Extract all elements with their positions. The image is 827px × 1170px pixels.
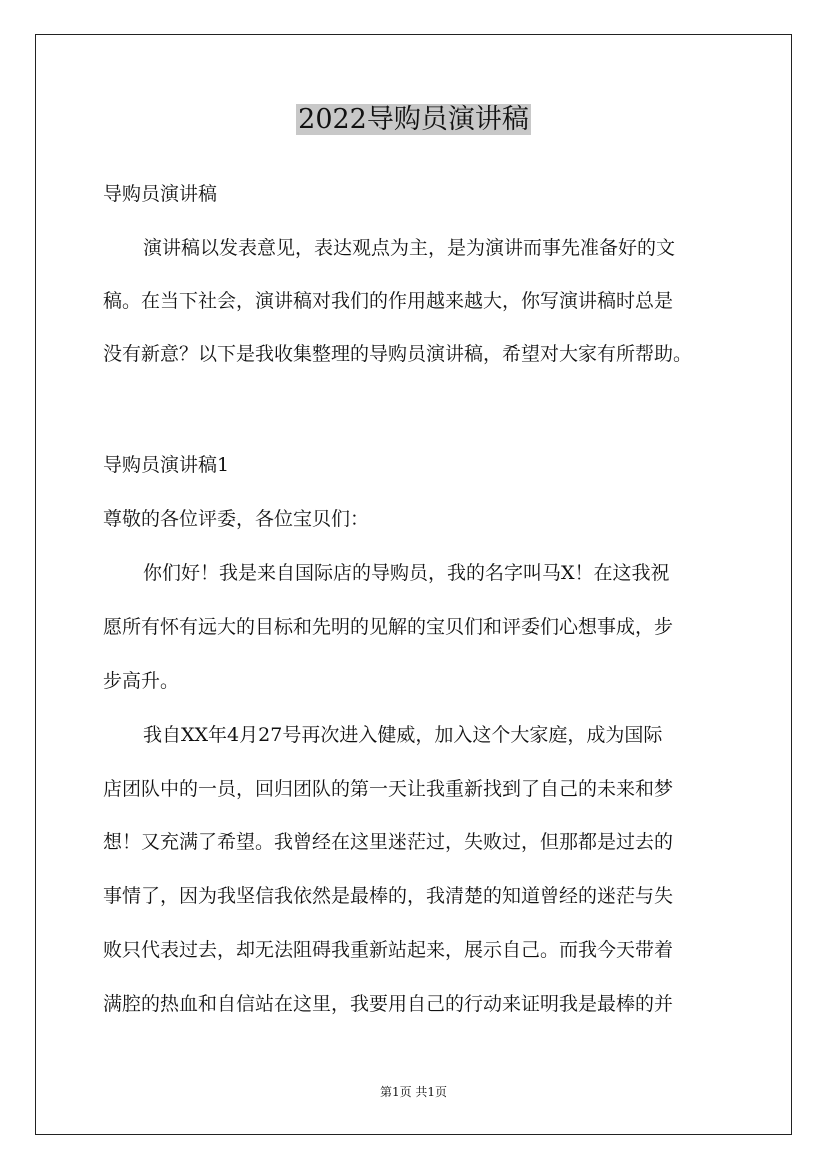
paragraph-line: 愿所有怀有远大的目标和先明的见解的宝贝们和评委们心想事成，步 (103, 616, 674, 638)
page-footer: 第1页 共1页 (379, 1085, 448, 1099)
paragraph-line: 事情了，因为我坚信我依然是最棒的，我清楚的知道曾经的迷茫与失 (103, 885, 674, 907)
paragraph-line: 店团队中的一员，回归团队的第一天让我重新找到了自己的未来和梦 (103, 778, 674, 800)
paragraph-line: 我自XX年4月27号再次进入健威，加入这个大家庭，成为国际 (143, 724, 663, 746)
intro-line: 没有新意？以下是我收集整理的导购员演讲稿，希望对大家有所帮助。 (103, 343, 693, 365)
section-heading: 导购员演讲稿1 (103, 454, 230, 476)
paragraph-line: 步高升。 (103, 670, 180, 692)
subtitle: 导购员演讲稿 (103, 183, 218, 205)
document-title-text: 2022导购员演讲稿 (298, 104, 529, 135)
salutation: 尊敬的各位评委，各位宝贝们： (103, 508, 370, 530)
paragraph-line: 你们好！我是来自国际店的导购员，我的名字叫马X！在这我祝 (143, 562, 670, 584)
intro-line: 稿。在当下社会，演讲稿对我们的作用越来越大，你写演讲稿时总是 (103, 290, 674, 312)
document-title (0, 100, 827, 140)
paragraph-line: 想！又充满了希望。我曾经在这里迷茫过，失败过，但那都是过去的 (103, 831, 674, 853)
paragraph-line: 败只代表过去，却无法阻碍我重新站起来，展示自己。而我今天带着 (103, 939, 674, 961)
intro-line: 演讲稿以发表意见，表达观点为主，是为演讲而事先准备好的文 (143, 237, 676, 259)
paragraph-line: 满腔的热血和自信站在这里，我要用自己的行动来证明我是最棒的并 (103, 993, 674, 1015)
